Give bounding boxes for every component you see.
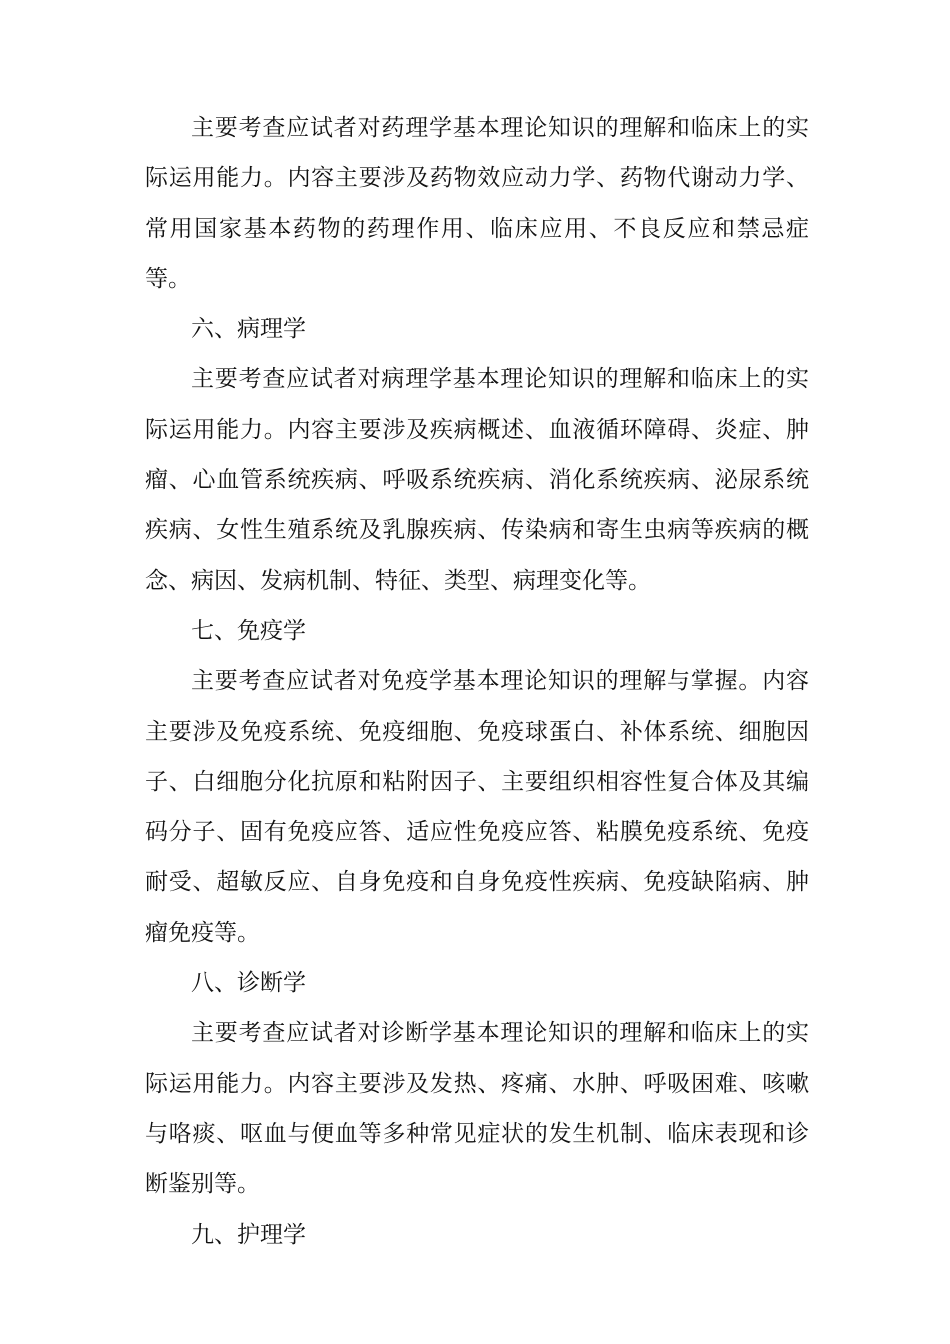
section-heading-diagnostics: 八、诊断学	[191, 970, 306, 997]
document-body	[145, 103, 809, 1260]
section-heading-pathology: 六、病理学	[191, 316, 306, 343]
section-heading-nursing: 九、护理学	[191, 1221, 306, 1248]
paragraph-immunology-description: 主要考查应试者对免疫学基本理论知识的理解与掌握。内容主要涉及免疫系统、免疫细胞、免疫球蛋白、补体系统、细胞因子、白细胞分化抗原和粘附因子、主要组织相容性复合体及其编码分子、固有免疫应答、适应性免疫应答、粘膜免疫系统、免疫耐受、超敏反应、自身免疫和自身免疫性疾病、免疫缺陷病、肿瘤免疫等。	[145, 668, 809, 946]
paragraph-pharmacology-description: 主要考查应试者对药理学基本理论知识的理解和临床上的实际运用能力。内容主要涉及药物效应动力学、药物代谢动力学、常用国家基本药物的药理作用、临床应用、不良反应和禁忌症等。	[145, 115, 809, 292]
paragraph-pathology-description: 主要考查应试者对病理学基本理论知识的理解和临床上的实际运用能力。内容主要涉及疾病概述、血液循环障碍、炎症、肿瘤、心血管系统疾病、呼吸系统疾病、消化系统疾病、泌尿系统疾病、女性生殖系统及乳腺疾病、传染病和寄生虫病等疾病的概念、病因、发病机制、特征、类型、病理变化等。	[145, 366, 809, 594]
section-heading-immunology: 七、免疫学	[191, 617, 306, 644]
paragraph-diagnostics-description: 主要考查应试者对诊断学基本理论知识的理解和临床上的实际运用能力。内容主要涉及发热、疼痛、水肿、呼吸困难、咳嗽与咯痰、呕血与便血等多种常见症状的发生机制、临床表现和诊断鉴别等。	[145, 1020, 809, 1198]
